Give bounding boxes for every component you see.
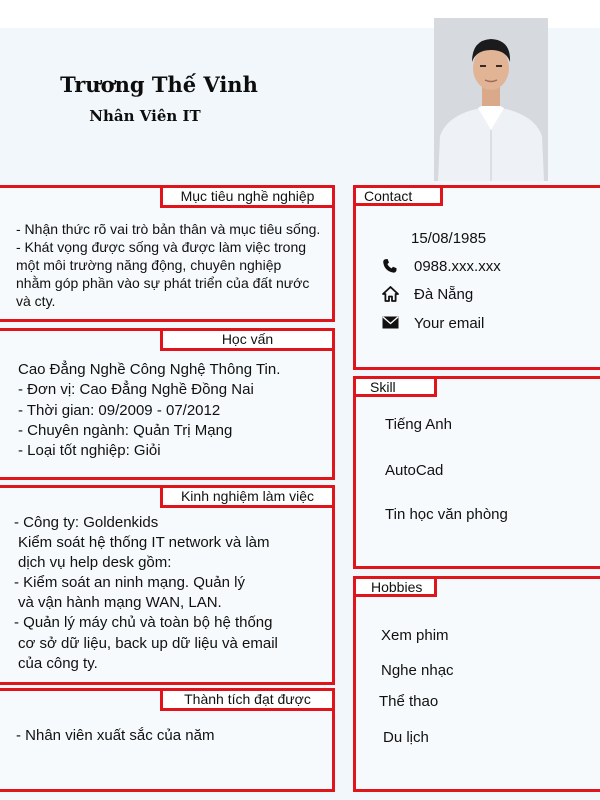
education-label: Học vấn xyxy=(160,328,335,351)
home-icon xyxy=(382,286,400,302)
hobbies-label: Hobbies xyxy=(353,576,437,597)
skill-item: Tiếng Anh xyxy=(385,416,452,433)
achievement-item: - Nhân viên xuất sắc của năm xyxy=(16,727,215,744)
education-line: Cao Đẳng Nghề Công Nghệ Thông Tin. xyxy=(18,361,281,378)
hobby-item: Nghe nhạc xyxy=(381,662,454,679)
hobbies-section xyxy=(353,576,600,792)
experience-line: dịch vụ help desk gồm: xyxy=(18,554,172,571)
experience-line: và vận hành mạng WAN, LAN. xyxy=(18,594,222,611)
contact-section xyxy=(353,185,600,370)
skill-item: AutoCad xyxy=(385,462,444,479)
objective-line: nhằm góp phần vào sự phát triển của đất nước xyxy=(16,275,310,291)
contact-email[interactable]: Your email xyxy=(414,315,485,332)
experience-line: - Quản lý máy chủ và toàn bộ hệ thống xyxy=(14,614,273,631)
experience-label: Kinh nghiệm làm việc xyxy=(160,485,335,508)
objective-label: Mục tiêu nghề nghiệp xyxy=(160,185,335,208)
objective-line: - Khát vọng được sống và được làm việc trong xyxy=(16,239,307,255)
education-line: - Đơn vị: Cao Đẳng Nghề Đồng Nai xyxy=(18,381,254,398)
objective-line: một môi trường năng động, chuyên nghiệp xyxy=(16,257,282,273)
hobby-item: Thể thao xyxy=(379,693,439,710)
skill-label: Skill xyxy=(353,376,437,397)
job-title: Nhân Viên IT xyxy=(89,107,201,125)
education-line: - Thời gian: 09/2009 - 07/2012 xyxy=(18,402,221,419)
contact-phone[interactable]: 0988.xxx.xxx xyxy=(414,258,501,275)
objective-line: - Nhận thức rõ vai trò bản thân và mục tiêu sống. xyxy=(16,221,321,237)
candidate-name: Trương Thế Vinh xyxy=(60,72,258,97)
experience-line: - Kiểm soát an ninh mạng. Quản lý xyxy=(14,574,245,591)
skill-item: Tin học văn phòng xyxy=(385,506,508,523)
education-line: - Loại tốt nghiệp: Giỏi xyxy=(18,442,161,459)
experience-line: Kiểm soát hệ thống IT network và làm xyxy=(18,534,270,551)
education-line: - Chuyên ngành: Quản Trị Mạng xyxy=(18,422,233,439)
achievements-label: Thành tích đạt được xyxy=(160,688,335,711)
objective-line: và cty. xyxy=(16,293,56,309)
contact-label: Contact xyxy=(353,185,443,206)
experience-line: của công ty. xyxy=(18,655,98,672)
phone-icon xyxy=(382,258,400,274)
contact-address: Đà Nẵng xyxy=(414,286,474,303)
experience-line: - Công ty: Goldenkids xyxy=(14,514,159,531)
contact-dob: 15/08/1985 xyxy=(411,230,487,247)
hobby-item: Xem phim xyxy=(381,627,449,644)
experience-line: cơ sở dữ liệu, back up dữ liệu và email xyxy=(18,635,278,652)
mail-icon xyxy=(382,316,400,332)
hobby-item: Du lịch xyxy=(383,729,429,746)
profile-photo xyxy=(434,18,548,181)
